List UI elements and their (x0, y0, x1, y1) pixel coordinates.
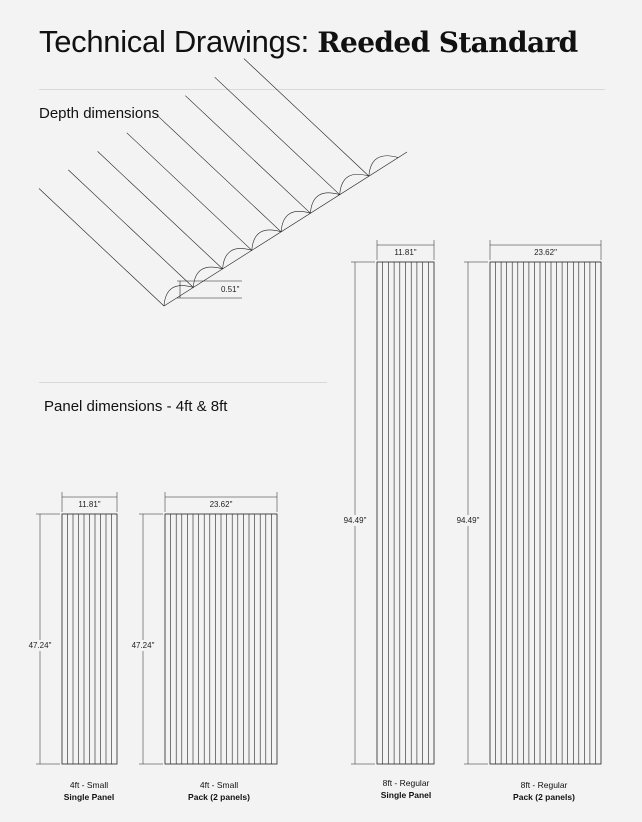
title-prefix: Technical Drawings: (39, 24, 309, 59)
depth-section-title: Depth dimensions (39, 105, 160, 122)
width-dimension-label: 11.81" (78, 500, 101, 509)
caption-variant: Single Panel (380, 790, 432, 800)
panel-8ft-pack-drawing (452, 240, 601, 764)
caption-variant: Pack (2 panels) (513, 792, 575, 802)
caption-name: 4ft - Small (69, 780, 109, 790)
caption-8ft-single (341, 777, 471, 801)
panel-4ft-pack-drawing (127, 492, 277, 764)
caption-variant: Pack (2 panels) (188, 792, 250, 802)
title-product: Reeded Standard (317, 26, 578, 59)
height-dimension-label: 47.24" (28, 641, 52, 650)
caption-variant: Single Panel (63, 792, 115, 802)
width-dimension-label: 23.62" (209, 500, 233, 509)
caption-name: 8ft - Regular (520, 780, 568, 790)
caption-name: 8ft - Regular (382, 778, 430, 788)
caption-name: 4ft - Small (199, 780, 239, 790)
height-dimension-label: 94.49" (456, 516, 480, 525)
depth-dimension-label: 0.51" (221, 285, 240, 294)
caption-4ft-single (24, 779, 154, 803)
panel-4ft-single-drawing (24, 492, 117, 764)
width-dimension-label: 11.81" (394, 248, 417, 257)
width-dimension-label: 23.62" (534, 248, 557, 257)
panel-8ft-single-drawing (339, 240, 434, 764)
height-dimension-label: 94.49" (343, 516, 367, 525)
caption-8ft-pack (479, 779, 609, 803)
caption-4ft-pack (154, 779, 284, 803)
height-dimension-label: 47.24" (131, 641, 155, 650)
panel-section-title: Panel dimensions - 4ft & 8ft (44, 398, 228, 415)
